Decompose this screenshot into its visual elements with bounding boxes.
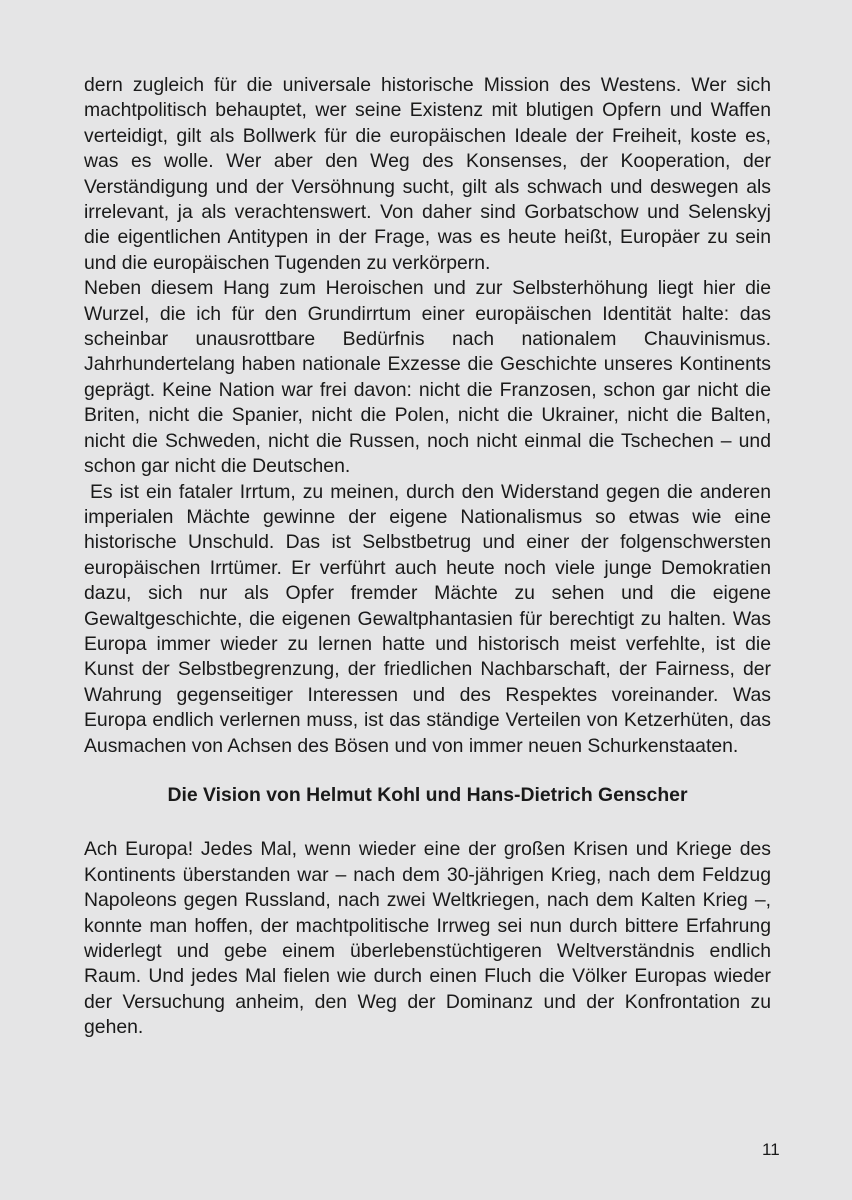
paragraph-national-chauvinism: Neben diesem Hang zum Heroischen und zur Selbsterhöhung liegt hier die Wurzel, die ich für den Grundirrtum einer europäischen Identität halte: das scheinbar unausrottbare Bedürfnis nach nationalem Chauvinismus. Jahrhundertelang haben nationale Exzesse die Geschichte unseres Kontinents geprägt. Keine Nation war frei davon: nicht die Franzosen, schon gar nicht die Briten, nicht die Spanier, nicht die Polen, nicht die Ukrainer, nicht die Balten, nicht die Schweden, nicht die Russen, noch nicht einmal die Tschechen – und schon gar nicht die Deutschen. [84,277,771,478]
page-number: 11 [762,1140,780,1159]
page-body [84,73,771,1041]
paragraph-fatal-error: Es ist ein fataler Irrtum, zu meinen, durch den Widerstand gegen die anderen imperialen Mächte gewinne der eigene Nationalismus so etwas wie eine historische Unschuld. Das ist Selbstbetrug und einer der folgenschwersten europäischen Irrtümer. Er verführt auch heute noch viele junge Demokratien dazu, sich nur als Opfer fremder Mächte zu sehen und die eigene Gewaltgeschichte, die eigenen Gewaltphantasien für berechtigt zu halten. Was Europa immer wieder zu lernen hatte und historisch meist verfehlte, ist die Kunst der Selbstbegrenzung, der friedlichen Nachbarschaft, der Fairness, der Wahrung gegenseitiger Interessen und des Respektes voreinander. Was Europa endlich verlernen muss, ist das ständige Verteilen von Ketzerhüten, das Ausmachen von Achsen des Bösen und von immer neuen Schurkenstaaten. [84,480,771,757]
paragraph-ach-europa: Ach Europa! Jedes Mal, wenn wieder eine der großen Krisen und Kriege des Kontinents überstanden war – nach dem 30-jährigen Krieg, nach dem Feldzug Napoleons gegen Russland, nach zwei Weltkriegen, nach dem Kalten Krieg –, konnte man hoffen, der machtpolitische Irrweg sei nun durch bittere Erfahrung widerlegt und gebe einem überlebenstüchtigeren Weltverständnis endlich Raum. Und jedes Mal fielen wie durch einen Fluch die Völker Europas wieder der Versuchung anheim, den Weg der Dominanz und der Konfrontation zu gehen. [84,838,771,1039]
paragraph-mission-of-the-west: dern zugleich für die universale historische Mission des Westens. Wer sich machtpolitisch behauptet, wer seine Existenz mit blutigen Opfern und Waffen verteidigt, gilt als Bollwerk für die europäischen Ideale der Freiheit, koste es, was es wolle. Wer aber den Weg des Konsenses, der Kooperation, der Verständigung und der Versöhnung sucht, gilt als schwach und deswegen als irrelevant, ja als verachtenswert. Von daher sind Gorbatschow und Selenskyj die eigentlichen Antitypen in der Frage, was es heute heißt, Europäer zu sein und die europäischen Tugenden zu verkörpern. [84,74,771,274]
section-heading: Die Vision von Helmut Kohl und Hans-Dietrich Genscher [167,783,688,806]
